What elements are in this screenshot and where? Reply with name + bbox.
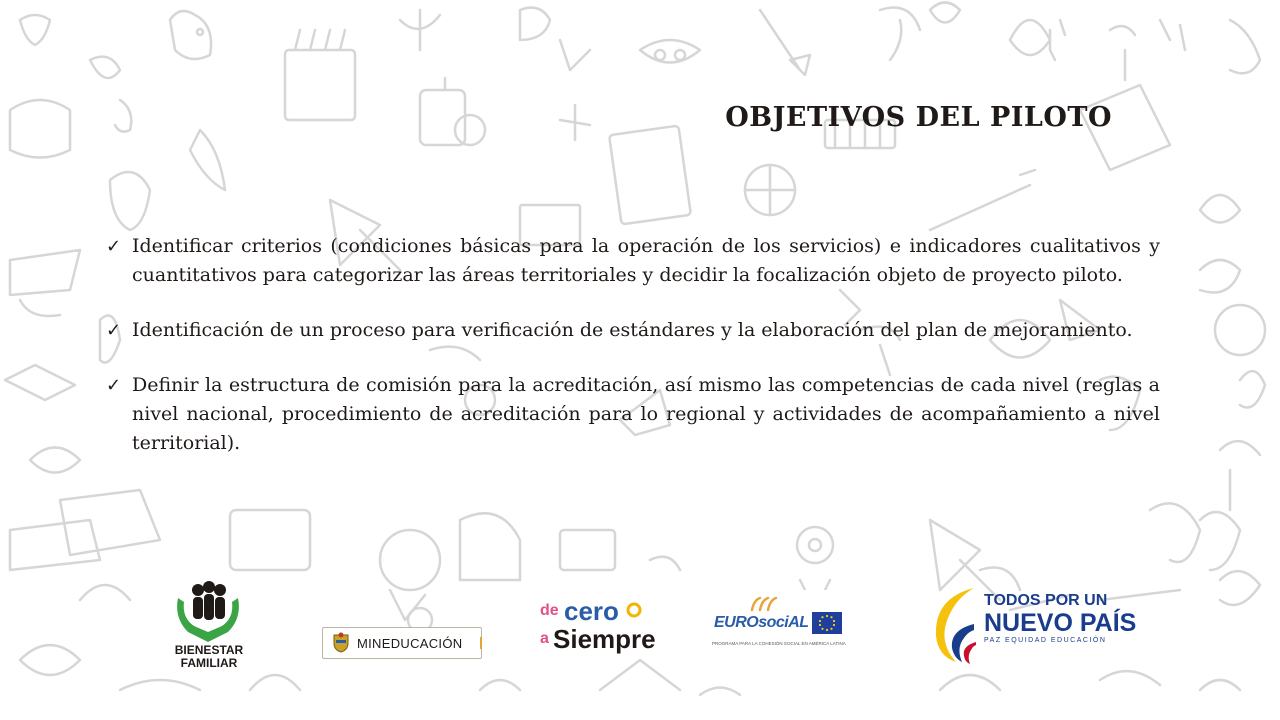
bienestar-familiar-logo [172, 580, 246, 680]
todos-por-un-nuevo-pais-logo [930, 582, 1137, 672]
decero-a: a [540, 630, 549, 647]
objective-item [100, 316, 1160, 345]
objective-text: Identificación de un proceso para verificación de estándares y la elaboración del plan de mejoramiento. [132, 319, 1133, 341]
eurosocial-logo [708, 590, 844, 652]
colombia-coat-of-arms-icon [331, 632, 351, 654]
decero-de: de [540, 602, 559, 619]
decero-color-circle [626, 602, 642, 618]
tpun-line1: TODOS POR UN [984, 592, 1108, 609]
objective-item [100, 232, 1160, 290]
checkmark-icon: ✓ [106, 236, 122, 257]
bienestar-label-line1: BIENESTAR [174, 643, 244, 657]
eu-flag-icon [812, 612, 842, 634]
partner-logos-bar [0, 570, 1280, 680]
decero-cero: cero [564, 596, 619, 626]
eurosocial-subtitle: PROGRAMA PARA LA COHESIÓN SOCIAL EN AMÉRICA LATINA [712, 641, 846, 646]
objectives-list [100, 232, 1160, 484]
bienestar-label-line2: FAMILIAR [180, 656, 238, 670]
eurosocial-flames-icon [748, 596, 788, 612]
checkmark-icon: ✓ [106, 320, 122, 341]
objective-text: Identificar criterios (condiciones básicas para la operación de los servicios) e indicadores cualitativos y cuantitativos para categorizar las áreas territoriales y decidir la focalización objeto de proyecto piloto. [132, 235, 1160, 286]
bienestar-familiar-emblem [172, 580, 246, 644]
mineducacion-logo [322, 627, 482, 659]
eurosocial-name: EUROsociAL [714, 614, 809, 631]
mineducacion-label: MINEDUCACIÓN [357, 635, 463, 651]
decero-siempre: Siempre [553, 624, 656, 654]
slide-title: OBJETIVOS DEL PILOTO [725, 102, 1112, 133]
checkmark-icon: ✓ [106, 375, 122, 396]
mineducacion-accent [480, 637, 482, 649]
tpun-line2: NUEVO PAÍS [984, 609, 1137, 637]
tpun-subtitle: PAZ EQUIDAD EDUCACIÓN [984, 637, 1107, 644]
objective-text: Definir la estructura de comisión para la acreditación, así mismo las competencias de cada nivel (reglas a nivel nacional, procedimiento de acreditación para lo regional y actividades de acompañamiento a nivel territorial). [132, 374, 1160, 454]
de-cero-a-siempre-logo [540, 596, 656, 665]
objective-item [100, 371, 1160, 458]
colombia-flag-swoosh-icon [930, 584, 978, 664]
